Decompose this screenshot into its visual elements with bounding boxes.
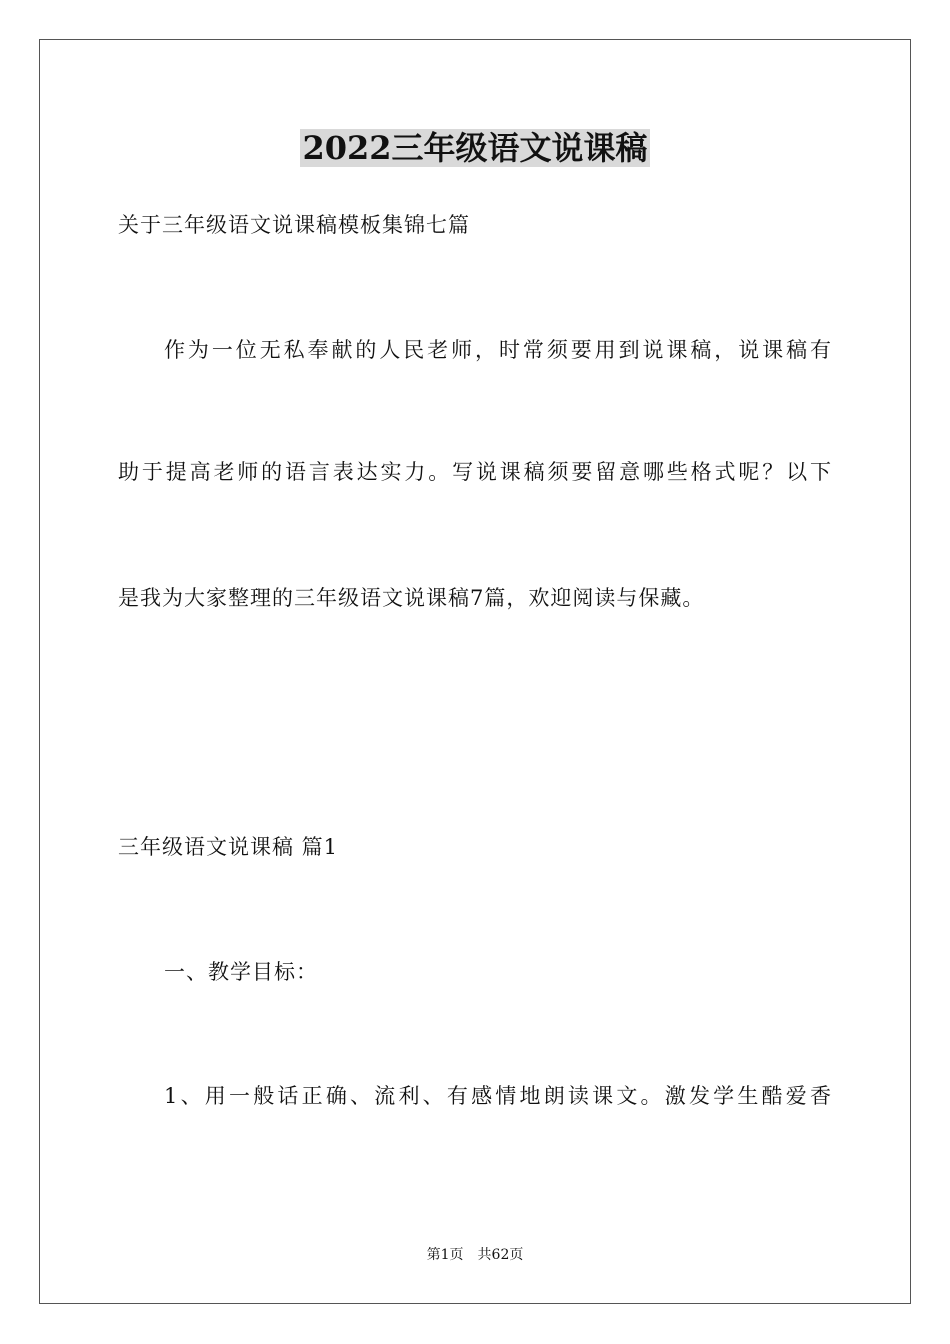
document-subtitle: 关于三年级语文说课稿模板集锦七篇 [118,213,470,237]
item-line-1: 1、用一般话正确、流利、有感情地朗读课文。激发学生酷爱香 [164,1084,832,1108]
intro-line-3: 是我为大家整理的三年级语文说课稿7篇，欢迎阅读与保藏。 [118,586,705,610]
document-title [0,128,950,168]
section-heading: 三年级语文说课稿 篇1 [118,835,339,859]
item-heading: 一、教学目标： [164,960,318,984]
document-title-text: 2022三年级语文说课稿 [302,129,648,167]
page-number: 第1页 [426,1247,464,1263]
page-footer [0,1245,950,1265]
page-total: 共62页 [477,1247,524,1263]
intro-line-1: 作为一位无私奉献的人民老师，时常须要用到说课稿，说课稿有 [164,338,832,362]
intro-line-2: 助于提高老师的语言表达实力。写说课稿须要留意哪些格式呢？以下 [118,460,832,484]
